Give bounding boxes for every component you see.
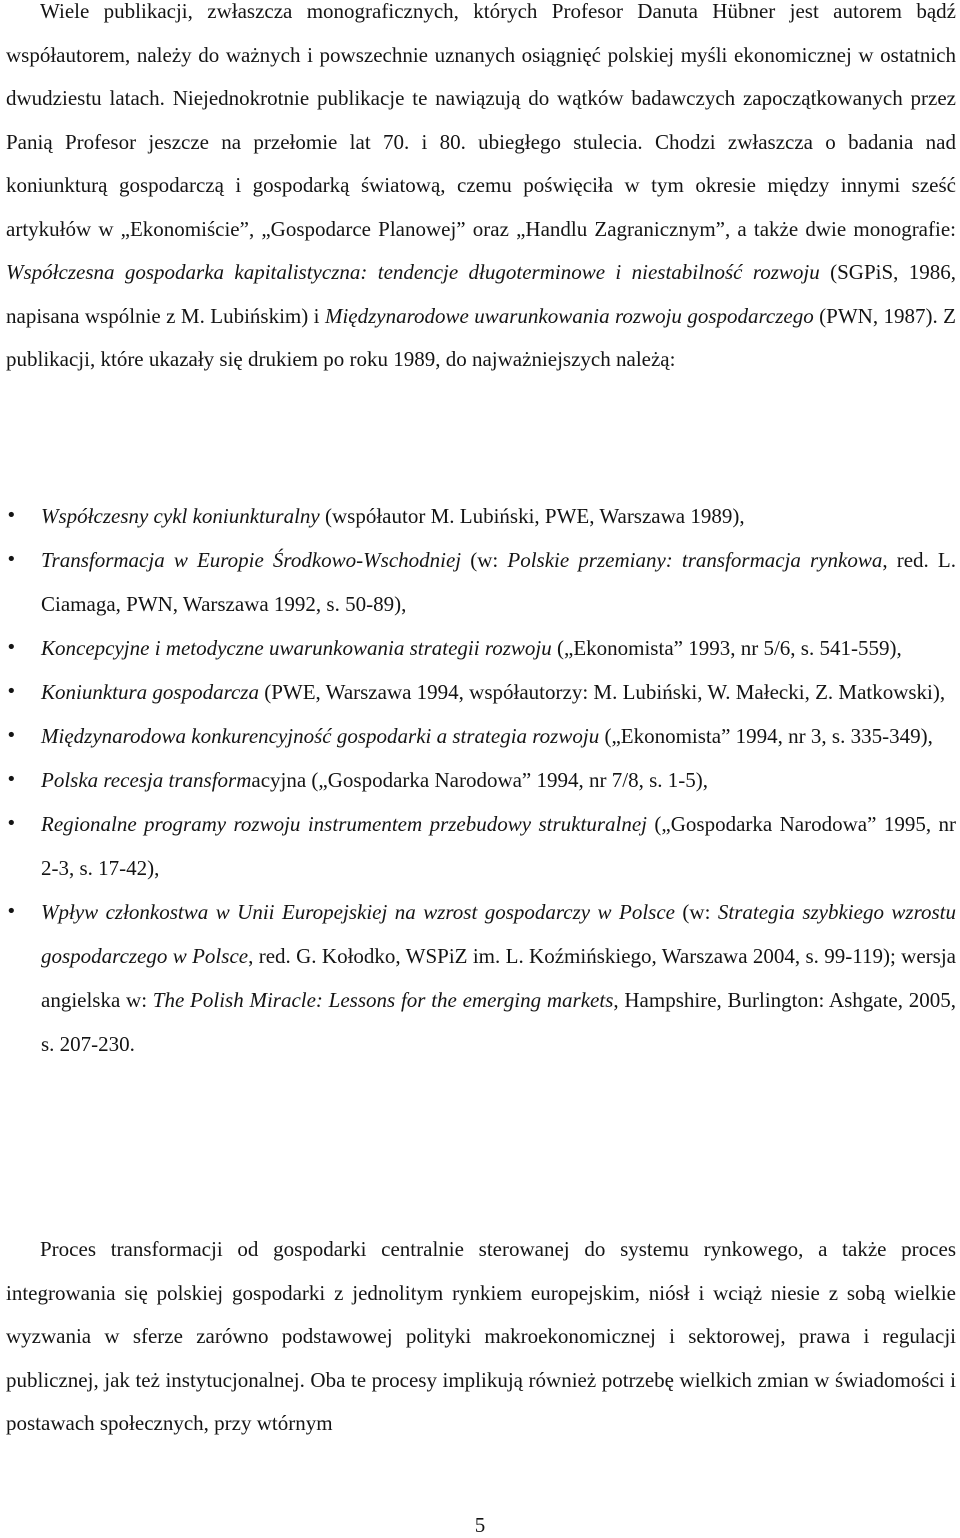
intro-text-3: (PWN, 1987). Z publikacji, które ukazały się drukiem po roku 1989, do najważniejszych należą: [6,303,956,371]
bullet-icon: • [6,769,17,790]
bullet-icon: • [6,505,17,526]
list-item [6,538,956,626]
publication-details: (współautor M. Lubiński, PWE, Warszawa 1989), [319,504,745,528]
publication-details: , Hampshire, Burlington: Ashgate, 2005, s. 207-230. [41,988,956,1056]
publication-title-secondary: Polskie przemiany: transformacja rynkowa [507,548,883,572]
publication-details: (w: [674,900,718,924]
bullet-icon: • [6,549,17,570]
intro-text-1: Wiele publikacji, zwłaszcza monograficznych, których Profesor Danuta Hübner jest autorem bądź współautorem, należy do ważnych i powszechnie uznanych osiągnięć polskiej myśli ekonomicznej w ostatnich dwudziestu latach. Niejednokrotnie publikacje te nawiązują do wątków badawczych zapoczątkowanych przez Panią Profesor jeszcze na przełomie lat 70. i 80. ubiegłego stulecia. Chodzi zwłaszcza o badania nad koniunkturą gospodarczą i gospodarką światową, czemu poświęciła w tym okresie między innymi sześć artykułów w „Ekonomiście”, „Gospodarce Planowej” oraz „Handlu Zagranicznym”, a także dwie monografie: [6,0,956,241]
intro-paragraph [6,0,956,382]
page-number: 5 [474,1513,486,1537]
publication-list [6,494,956,1066]
list-item [6,626,956,670]
bullet-icon: • [6,813,17,834]
list-item [6,758,956,802]
book-title-1: Współczesna gospodarka kapitalistyczna: tendencje długoterminowe i niestabilność rozwoju [6,260,820,284]
publication-title: Koncepcyjne i metodyczne uwarunkowania strategii rozwoju [41,636,552,660]
publication-details: , red. G. Kołodko, WSPiZ im. L. Koźmińskiego, Warszawa 2004, s. 99-119); wersja angielska w: [41,944,956,1012]
bullet-icon: • [6,637,17,658]
publication-title: Współczesny cykl koniunkturalny [41,504,320,528]
publication-details: , red. L. Ciamaga, PWN, Warszawa 1992, s. 50-89), [41,548,956,616]
list-item [6,890,956,1066]
publication-details: (PWE, Warszawa 1994, współautorzy: M. Lubiński, W. Małecki, Z. Matkowski), [258,680,946,704]
publication-title: Koniunktura gospodarcza [41,680,259,704]
list-item [6,494,956,538]
bullet-icon: • [6,901,17,922]
intro-text-2: (SGPiS, 1986, napisana wspólnie z M. Lubińskim) i [6,260,957,328]
publication-details: (w: [461,548,508,572]
list-item [6,670,956,714]
publication-details: („Ekonomista” 1993, nr 5/6, s. 541-559), [551,636,902,660]
closing-paragraph: Proces transformacji od gospodarki centralnie sterowanej do systemu rynkowego, a także proces integrowania się polskiej gospodarki z jednolitym rynkiem europejskim, niósł i wciąż niesie z sobą wielkie wyzwania w sferze zarówno podstawowej polityki makroekonomicznej i sektorowej, prawa i regulacji publicznej, jak też instytucjonalnej. Oba te procesy implikują również potrzebę wielkich zmian w świadomości i postawach społecznych, przy wtórnym [6,1237,956,1435]
book-title-2: Międzynarodowe uwarunkowania rozwoju gospodarczego [324,303,814,328]
publication-title: Wpływ członkostwa w Unii Europejskiej na wzrost gospodarczy w Polsce [41,900,675,924]
bullet-icon: • [6,725,17,746]
publication-title-secondary: Strategia szybkiego wzrostu gospodarczego w Polsce [41,900,956,968]
bullet-icon: • [6,681,17,702]
publication-details: acyjna („Gospodarka Narodowa” 1994, nr 7/8, s. 1-5), [251,768,708,792]
publication-title: Międzynarodowa konkurencyjność gospodarki a strategia rozwoju [41,724,600,748]
publication-details: („Gospodarka Narodowa” 1995, nr 2-3, s. 17-42), [41,812,956,880]
list-item [6,802,956,890]
publication-details: („Ekonomista” 1994, nr 3, s. 335-349), [599,724,933,748]
publication-title: Regionalne programy rozwoju instrumentem przebudowy strukturalnej [41,812,647,836]
publication-title: Transformacja w Europie Środkowo-Wschodniej [41,548,462,572]
publication-title-english: The Polish Miracle: Lessons for the emerging markets [152,988,614,1012]
list-item [6,714,956,758]
publication-title: Polska recesja transform [41,768,252,792]
